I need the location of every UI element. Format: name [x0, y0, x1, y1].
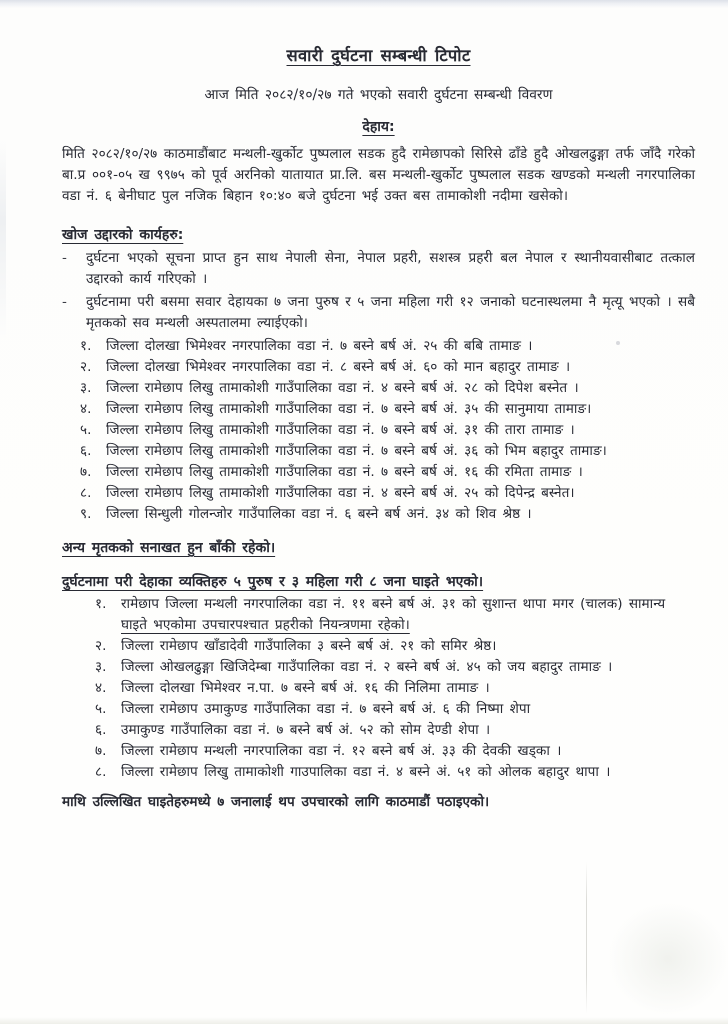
injured-list-item [95, 720, 695, 741]
injured-list-item [95, 741, 695, 762]
list-item-number: १. [95, 596, 107, 612]
scan-noise-corner [588, 884, 728, 1034]
deceased-list-item [80, 441, 695, 462]
rescue-heading: खोज उद्दारको कार्यहरु: [62, 227, 184, 243]
list-item-number: ७. [95, 743, 107, 759]
injured-list-item [95, 594, 695, 636]
injured-item-underlined-text: घाइते भएकोमा उपचारपश्चात प्रहरीको नियन्त्रणमा रहेको। [121, 617, 410, 633]
deceased-list-item [80, 378, 695, 399]
intro-paragraph: मिति २०८२/१०/२७ काठमाडौंबाट मन्थली-खुर्कोट पुष्पलाल सडक हुदै रामेछापको सिरिसे ढाँडे हुदै ओखलढुङ्गा तर्फ जाँदै गरेको बा.प्र ००१-०५ ख ९९७५ को पूर्व अरनिको यातायात प्रा.लि. बस मन्थली-खुर्कोट पुष्पलाल सडक खण्डको मन्थली नगरपालिका वडा नं. ६ बेनीघाट पुल नजिक बिहान १०:४० बजे दुर्घटना भई उक्त बस तामाकोशी नदीमा खसेको। [62, 146, 695, 204]
injured-list [95, 594, 695, 783]
list-item-text: जिल्ला दोलखा भिमेश्वर नगरपालिका वडा नं. ८ बस्ने बर्ष अं. ६० को मान बहादुर तामाङ । [106, 359, 571, 375]
list-item-number: ७. [80, 464, 92, 480]
deceased-list-item [80, 420, 695, 441]
document-subtitle: आज मिति २०८२/१०/२७ गते भएको सवारी दुर्घटना सम्बन्धी विवरण [204, 87, 553, 103]
scan-speck-artifact [616, 341, 620, 345]
page-title: सवारी दुर्घटना सम्बन्धी टिपोट [286, 46, 471, 65]
rescue-bullet-2 [62, 292, 695, 334]
list-item-text: जिल्ला रामेछाप लिखु तामाकोशी गाउँपालिका वडा नं. ४ बस्ने बर्ष अं. २५ को दिपेन्द्र बस्नेत। [106, 485, 575, 501]
list-item-text: जिल्ला रामेछाप लिखु तामाकोशी गाउँपालिका वडा नं. ७ बस्ने बर्ष अं. ३१ की तारा तामाङ । [106, 422, 575, 438]
rescue-bullet-1 [62, 248, 695, 290]
list-item-number: ४. [95, 680, 107, 696]
deceased-list-item [80, 336, 695, 357]
list-item-number: ५. [80, 422, 92, 438]
list-item-text: जिल्ला ओखलढुङ्गा खिजिदेम्बा गाउँपालिका वडा नं. २ बस्ने बर्ष अं. ४५ को जय बहादुर तामाङ । [121, 659, 613, 675]
injured-list-item [95, 636, 695, 657]
list-item-text [121, 594, 695, 636]
rescue-bullet-2-text: दुर्घटनामा परी बसमा सवार देहायका ७ जना पुरुष र ५ जना महिला गरी १२ जनाको घटनास्थलमा नै मृत्यू भएको । सबै मृतकको सव मन्थली अस्पतालमा ल्याईएको। [86, 294, 695, 331]
list-item-number: ४. [80, 401, 92, 417]
deceased-list-item [80, 399, 695, 420]
list-item-text: जिल्ला सिन्धुली गोलन्जोर गाउँपालिका वडा नं. ६ बस्ने बर्ष अनं. ३४ को शिव श्रेष्ठ । [106, 506, 532, 522]
injured-list-item [95, 699, 695, 720]
scan-edge-bottom [0, 1017, 728, 1024]
list-item-text: जिल्ला रामेछाप लिखु तामाकोशी गाउँपालिका वडा नं. ४ बस्ने बर्ष अं. २८ को दिपेश बस्नेत । [106, 380, 579, 396]
list-item-text: जिल्ला रामेछाप खाँडादेवी गाउँपालिका ३ बस्ने बर्ष अं. २१ को समिर श्रेष्ठ। [121, 638, 497, 654]
injured-list-item [95, 657, 695, 678]
deceased-list-item [80, 504, 695, 525]
list-item-number: २. [95, 638, 107, 654]
list-item-text: जिल्ला दोलखा भिमेश्वर नगरपालिका वडा नं. ७ बस्ने बर्ष अं. २५ की बबि तामाङ । [106, 338, 533, 354]
scan-edge-top [0, 0, 728, 8]
scan-crease-line [586, 862, 587, 1014]
deceased-list-item [80, 483, 695, 504]
list-item-text: जिल्ला दोलखा भिमेश्वर न.पा. ७ बस्ने बर्ष अं. १६ की निलिमा तामाङ । [121, 680, 490, 696]
list-item-number: ८. [95, 764, 107, 780]
deceased-list-item [80, 462, 695, 483]
document-content [62, 44, 695, 813]
dash-bullet-icon: - [62, 294, 67, 310]
list-item-text: जिल्ला रामेछाप लिखु तामाकोशी गाउपालिका वडा नं. ४ बस्ने अं. ५१ को ओलक बहादुर थापा । [121, 764, 611, 780]
list-item-number: ९. [80, 506, 92, 522]
injured-list-item [95, 762, 695, 783]
list-item-text: जिल्ला रामेछाप लिखु तामाकोशी गाउँपालिका वडा नं. ७ बस्ने बर्ष अं. ३६ को भिम बहादुर तामाङ। [106, 443, 607, 459]
list-item-number: १. [80, 338, 92, 354]
footer-note: माथि उल्लिखित घाइतेहरुमध्ये ७ जनालाई थप उपचारको लागि काठमाडौं पठाइएको। [62, 794, 490, 810]
list-item-number: २. [80, 359, 92, 375]
list-item-text: जिल्ला रामेछाप लिखु तामाकोशी गाउँपालिका वडा नं. ७ बस्ने बर्ष अं. १६ की रमिता तामाङ । [106, 464, 583, 480]
list-item-number: ६. [80, 443, 92, 459]
details-label: देहाय: [362, 119, 395, 135]
list-item-number: ६. [95, 722, 107, 738]
injured-list-item [95, 678, 695, 699]
rescue-bullet-1-text: दुर्घटना भएको सूचना प्राप्त हुन साथ नेपाली सेना, नेपाल प्रहरी, सशस्त्र प्रहरी बल नेपाल र स्थानीयवासीबाट तत्काल उद्दारको कार्य गरिएको । [86, 250, 695, 287]
deceased-list-item [80, 357, 695, 378]
scan-edge-left [0, 140, 6, 340]
list-item-text: जिल्ला रामेछाप उमाकुण्ड गाउँपालिका वडा नं. ७ बस्ने बर्ष अं. ६ की निष्मा शेपा [121, 701, 531, 717]
list-item-number: ५. [95, 701, 107, 717]
dash-bullet-icon: - [62, 250, 67, 266]
pending-identification-note: अन्य मृतकको सनाखत हुन बाँकी रहेको। [62, 540, 276, 556]
list-item-text: जिल्ला रामेछाप मन्थली नगरपालिका वडा नं. १२ बस्ने बर्ष अं. ३३ की देवकी खड्का । [121, 743, 562, 759]
injured-heading: दुर्घटनामा परी देहाका व्यक्तिहरु ५ पुरुष र ३ महिला गरी ८ जना घाइते भएको। [62, 574, 484, 590]
deceased-list [80, 336, 695, 525]
injured-item-text: रामेछाप जिल्ला मन्थली नगरपालिका वडा नं. ११ बस्ने बर्ष अं. ३१ को सुशान्त थापा मगर (चालक) सामान्य [121, 596, 666, 612]
list-item-number: ३. [80, 380, 92, 396]
list-item-text: उमाकुण्ड गाउँपालिका वडा नं. ७ बस्ने बर्ष अं. ५२ को सोम देण्डी शेपा । [121, 722, 491, 738]
list-item-number: ८. [80, 485, 92, 501]
list-item-text: जिल्ला रामेछाप लिखु तामाकोशी गाउँपालिका वडा नं. ७ बस्ने बर्ष अं. ३५ की सानुमाया तामाङ। [106, 401, 592, 417]
list-item-number: ३. [95, 659, 107, 675]
